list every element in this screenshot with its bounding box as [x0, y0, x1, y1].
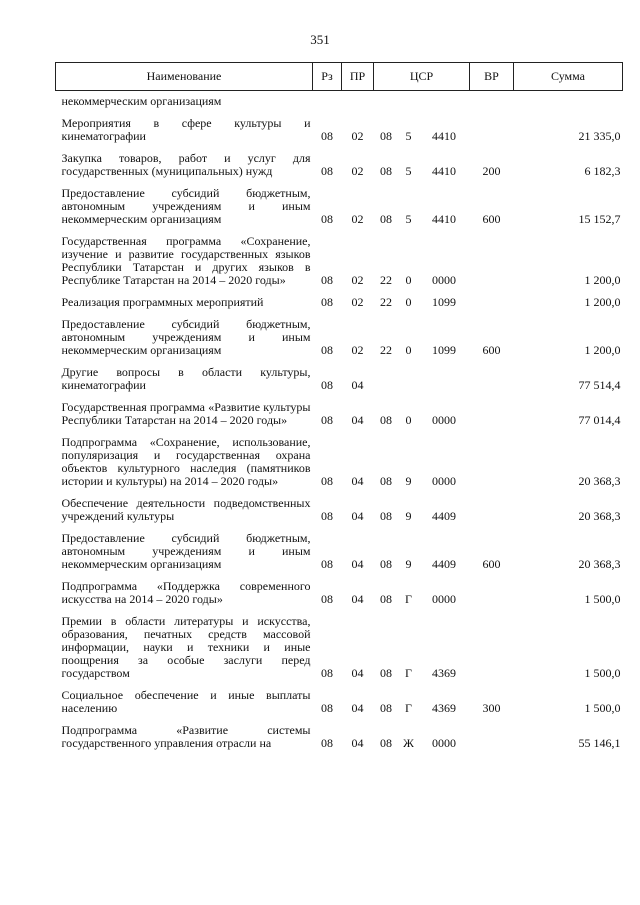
- cell-csr-3: 1099: [432, 343, 456, 357]
- cell-rz: 08: [321, 129, 333, 143]
- cell-csr-1: 08: [380, 557, 392, 571]
- cell-sum: 77 014,4: [578, 413, 621, 427]
- table-row: [56, 287, 623, 309]
- cell-csr-1: 08: [380, 212, 392, 226]
- cell-sum: [514, 91, 623, 109]
- cell-name: некоммерческим организациям: [61, 94, 222, 108]
- cell-name: Предоставление субсидий бюджетным, автономным учреждениям и иным некоммерческим организациям: [61, 531, 311, 571]
- cell-rz: 08: [321, 592, 333, 606]
- cell-pr: 02: [351, 295, 364, 309]
- cell-csr-1: 08: [380, 164, 392, 178]
- cell-csr-3: 4410: [432, 164, 456, 178]
- table-row: [56, 427, 623, 488]
- cell-csr-1: [374, 357, 399, 392]
- table-row: [56, 680, 623, 715]
- cell-name: Подпрограмма «Сохранение, использование, популяризация и государственная охрана объектов культурного наследия (памятников истории и культуры) на 2014 – 2020 годы»: [61, 435, 311, 488]
- cell-sum: 55 146,1: [578, 736, 621, 750]
- cell-pr: 02: [351, 212, 364, 226]
- cell-csr-3: 4410: [432, 212, 456, 226]
- cell-csr-2: Ж: [403, 736, 414, 750]
- cell-csr-1: 08: [380, 129, 392, 143]
- cell-name: Другие вопросы в области культуры, кинематографии: [61, 365, 311, 392]
- table-row: [56, 143, 623, 178]
- cell-sum: 1 500,0: [584, 592, 621, 606]
- cell-vr: [470, 488, 514, 523]
- cell-vr: [470, 108, 514, 143]
- cell-rz: 08: [321, 343, 333, 357]
- cell-csr-1: 22: [380, 295, 392, 309]
- cell-name: Подпрограмма «Развитие системы государственного управления отрасли на: [61, 723, 311, 750]
- cell-sum: 77 514,4: [578, 378, 621, 392]
- cell-rz: 08: [321, 295, 333, 309]
- cell-csr-3: 4410: [432, 129, 456, 143]
- cell-pr: 04: [351, 509, 364, 523]
- table-row: [56, 309, 623, 357]
- cell-sum: 1 500,0: [584, 701, 621, 715]
- cell-csr-3: [419, 91, 470, 109]
- page-number: 351: [310, 32, 330, 47]
- cell-vr: [470, 606, 514, 680]
- cell-csr-1: 08: [380, 701, 392, 715]
- cell-vr: [470, 392, 514, 427]
- table-row: [56, 91, 623, 109]
- cell-pr: 02: [351, 343, 364, 357]
- table-row: [56, 488, 623, 523]
- cell-vr: 200: [482, 164, 501, 178]
- cell-vr: 600: [482, 343, 501, 357]
- cell-pr: [342, 91, 374, 109]
- cell-pr: 04: [351, 378, 364, 392]
- cell-csr-2: 0: [405, 413, 412, 427]
- cell-pr: 04: [351, 592, 364, 606]
- cell-rz: 08: [321, 474, 333, 488]
- cell-csr-2: [399, 357, 419, 392]
- cell-rz: 08: [321, 701, 333, 715]
- cell-csr-3: [419, 357, 470, 392]
- cell-rz: 08: [321, 273, 333, 287]
- header-rz: Рз: [313, 63, 342, 91]
- header-sum: Сумма: [514, 63, 623, 91]
- cell-csr-2: 0: [405, 273, 412, 287]
- cell-rz: 08: [321, 736, 333, 750]
- cell-csr-3: 0000: [432, 413, 456, 427]
- cell-vr: [470, 571, 514, 606]
- cell-sum: 6 182,3: [584, 164, 621, 178]
- header-csr: ЦСР: [374, 63, 470, 91]
- table-row: [56, 606, 623, 680]
- table-row: [56, 178, 623, 226]
- cell-csr-1: 08: [380, 592, 392, 606]
- cell-sum: 15 152,7: [578, 212, 621, 226]
- cell-csr-2: 9: [405, 557, 412, 571]
- cell-name: Мероприятия в сфере культуры и кинематографии: [61, 116, 311, 143]
- cell-name: Премии в области литературы и искусства, образования, печатных средств массовой информации, науки и техники и иные поощрения за особые заслуги перед государством: [61, 614, 311, 680]
- cell-csr-3: 4369: [432, 666, 456, 680]
- cell-pr: 02: [351, 129, 364, 143]
- cell-sum: 1 500,0: [584, 666, 621, 680]
- cell-vr: 600: [482, 212, 501, 226]
- header-vr: ВР: [470, 63, 514, 91]
- header-pr: ПР: [342, 63, 374, 91]
- cell-csr-3: 0000: [432, 273, 456, 287]
- cell-rz: 08: [321, 212, 333, 226]
- cell-vr: [470, 91, 514, 109]
- cell-vr: [470, 287, 514, 309]
- cell-name: Предоставление субсидий бюджетным, автономным учреждениям и иным некоммерческим организациям: [61, 186, 311, 226]
- cell-csr-2: 5: [405, 212, 412, 226]
- cell-csr-3: 1099: [432, 295, 456, 309]
- table-row: [56, 226, 623, 287]
- cell-csr-1: [374, 91, 399, 109]
- cell-pr: 04: [351, 666, 364, 680]
- cell-csr-2: Г: [405, 592, 412, 606]
- cell-csr-3: 4369: [432, 701, 456, 715]
- cell-sum: 1 200,0: [584, 273, 621, 287]
- cell-rz: 08: [321, 164, 333, 178]
- cell-rz: 08: [321, 509, 333, 523]
- cell-vr: [470, 226, 514, 287]
- cell-csr-2: 5: [405, 164, 412, 178]
- cell-sum: 1 200,0: [584, 343, 621, 357]
- cell-vr: [470, 427, 514, 488]
- cell-csr-1: 08: [380, 736, 392, 750]
- cell-csr-1: 22: [380, 273, 392, 287]
- cell-csr-1: 08: [380, 474, 392, 488]
- cell-vr: [470, 715, 514, 750]
- cell-pr: 04: [351, 413, 364, 427]
- cell-rz: 08: [321, 378, 333, 392]
- cell-pr: 04: [351, 701, 364, 715]
- cell-csr-2: [399, 91, 419, 109]
- cell-name: Реализация программных мероприятий: [61, 295, 264, 309]
- cell-name: Государственная программа «Развитие культуры Республики Татарстан на 2014 – 2020 годы»: [61, 400, 311, 427]
- cell-csr-2: Г: [405, 666, 412, 680]
- cell-name: Государственная программа «Сохранение, изучение и развитие государственных языков Республики Татарстан и других языков в Республике Татарстан на 2014 – 2020 годы»: [61, 234, 311, 287]
- table-row: [56, 571, 623, 606]
- table-row: [56, 715, 623, 750]
- cell-pr: 04: [351, 474, 364, 488]
- cell-csr-1: 08: [380, 666, 392, 680]
- cell-sum: 20 368,3: [578, 557, 621, 571]
- cell-name: Предоставление субсидий бюджетным, автономным учреждениям и иным некоммерческим организациям: [61, 317, 311, 357]
- cell-pr: 02: [351, 164, 364, 178]
- cell-csr-2: 0: [405, 343, 412, 357]
- cell-pr: 04: [351, 557, 364, 571]
- cell-sum: 20 368,3: [578, 509, 621, 523]
- cell-csr-2: 9: [405, 474, 412, 488]
- cell-pr: 04: [351, 736, 364, 750]
- cell-csr-1: 08: [380, 509, 392, 523]
- cell-csr-2: 5: [405, 129, 412, 143]
- budget-table: [55, 62, 623, 750]
- cell-rz: 08: [321, 557, 333, 571]
- cell-csr-3: 4409: [432, 557, 456, 571]
- cell-csr-2: 0: [405, 295, 412, 309]
- cell-csr-3: 0000: [432, 474, 456, 488]
- cell-csr-2: Г: [405, 701, 412, 715]
- header-row: [56, 63, 623, 91]
- cell-sum: 21 335,0: [578, 129, 621, 143]
- table-row: [56, 108, 623, 143]
- cell-name: Социальное обеспечение и иные выплаты населению: [61, 688, 311, 715]
- cell-vr: 300: [482, 701, 501, 715]
- cell-name: Закупка товаров, работ и услуг для государственных (муниципальных) нужд: [61, 151, 311, 178]
- cell-csr-1: 22: [380, 343, 392, 357]
- cell-csr-1: 08: [380, 413, 392, 427]
- table-row: [56, 357, 623, 392]
- cell-csr-3: 0000: [432, 736, 456, 750]
- table-row: [56, 392, 623, 427]
- cell-sum: 1 200,0: [584, 295, 621, 309]
- cell-vr: 600: [482, 557, 501, 571]
- header-name: Наименование: [56, 63, 313, 91]
- cell-csr-3: 0000: [432, 592, 456, 606]
- cell-vr: [470, 357, 514, 392]
- cell-rz: 08: [321, 413, 333, 427]
- cell-csr-2: 9: [405, 509, 412, 523]
- cell-rz: [313, 91, 342, 109]
- cell-name: Обеспечение деятельности подведомственных учреждений культуры: [61, 496, 311, 523]
- cell-csr-3: 4409: [432, 509, 456, 523]
- table-row: [56, 523, 623, 571]
- cell-rz: 08: [321, 666, 333, 680]
- cell-name: Подпрограмма «Поддержка современного искусства на 2014 – 2020 годы»: [61, 579, 311, 606]
- cell-pr: 02: [351, 273, 364, 287]
- cell-sum: 20 368,3: [578, 474, 621, 488]
